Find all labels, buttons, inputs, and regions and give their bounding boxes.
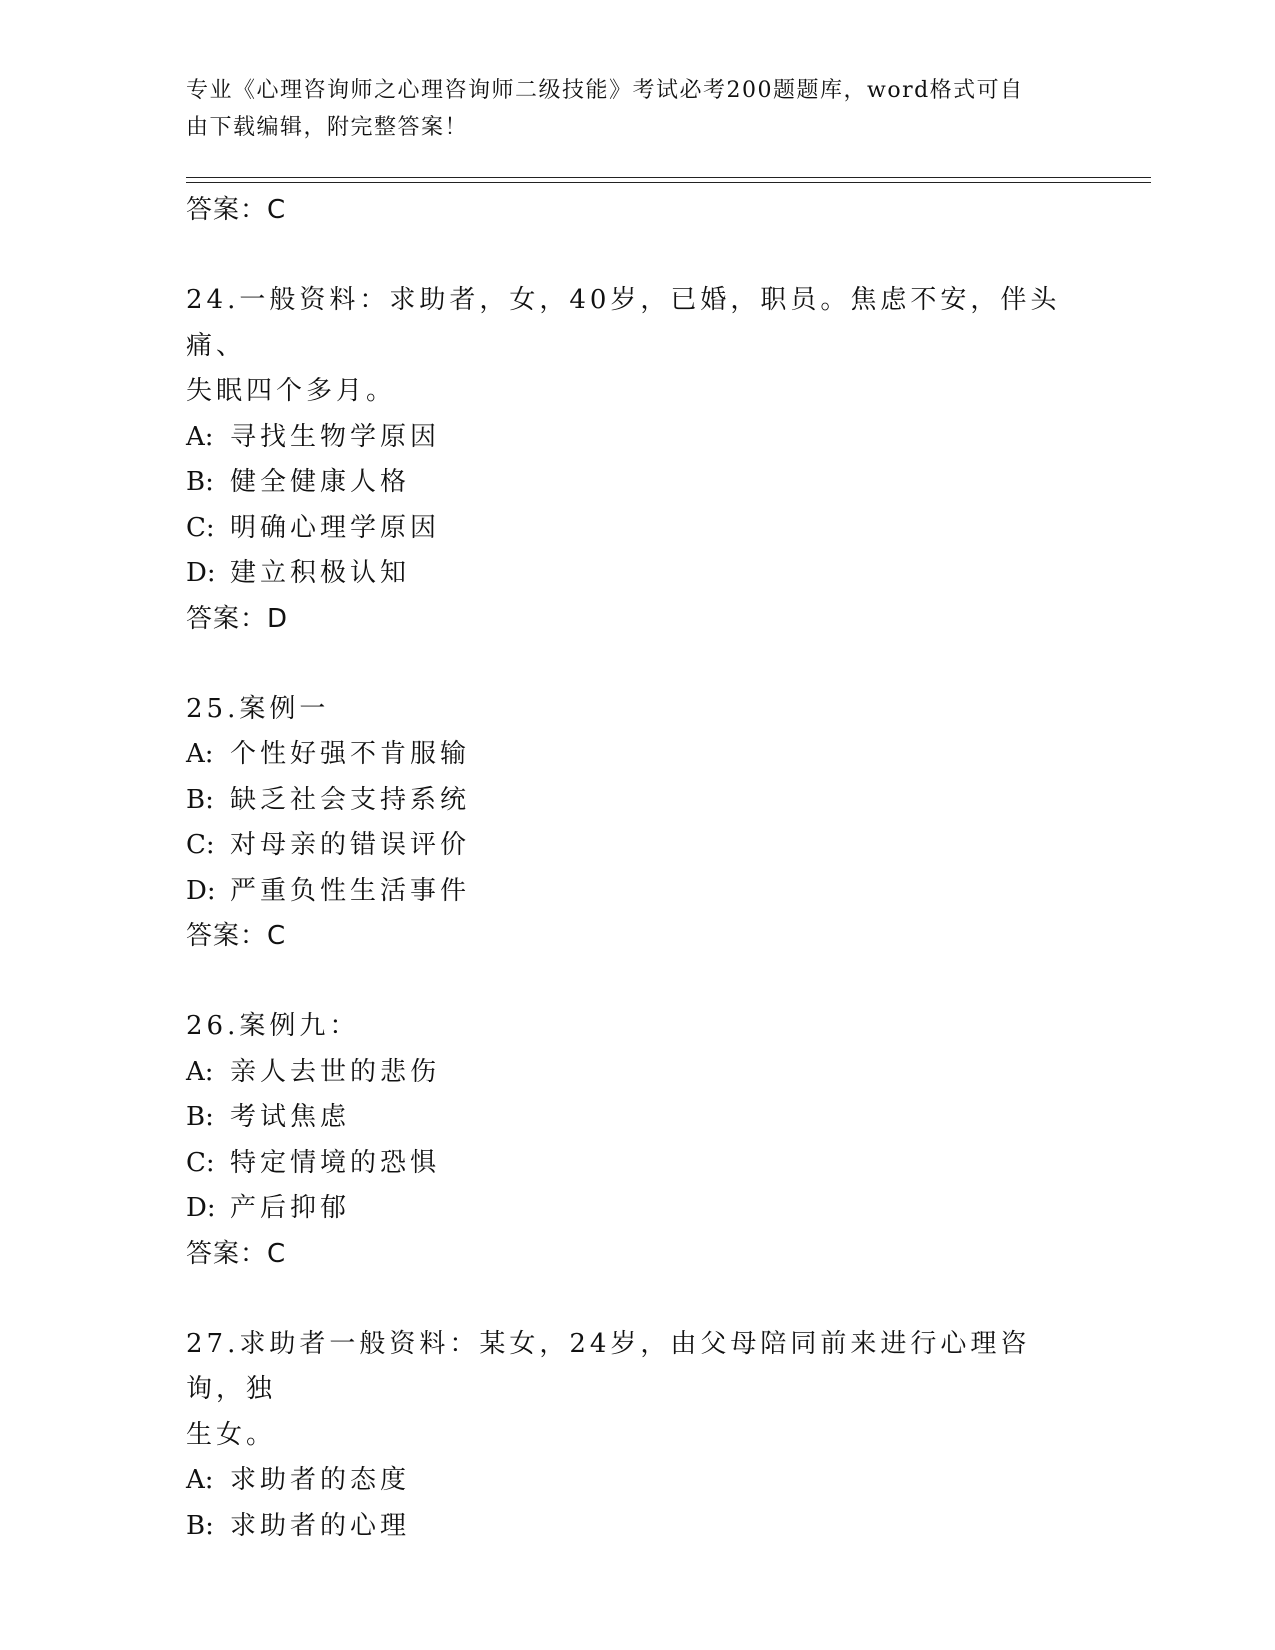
option-text: 明确心理学原因 (230, 512, 441, 543)
header-line-2: 由下载编辑，附完整答案！ (186, 115, 469, 140)
option-letter: C: (186, 512, 215, 543)
question-26 (186, 1004, 1106, 1277)
option-letter: A: (186, 739, 214, 769)
option-c (186, 823, 1106, 869)
header-rule-top (186, 177, 1151, 178)
option-a (186, 415, 1106, 461)
question-text (186, 1004, 1086, 1050)
option-text: 个性好强不肯服输 (230, 739, 471, 769)
header-rule-bottom (186, 182, 1151, 183)
option-letter: A: (186, 1056, 214, 1087)
answer-line: 答案：D (186, 603, 289, 634)
answer-line: 答案：C (186, 1238, 287, 1269)
option-letter: B: (186, 784, 214, 815)
answer-line: 答案：C (186, 921, 287, 951)
question-text-line: 27.求助者一般资料：某女，24岁，由父母陪同前来进行心理咨询，独 (186, 1328, 1031, 1404)
option-c (186, 1141, 1106, 1187)
option-text: 严重负性生活事件 (230, 875, 471, 906)
option-b (186, 460, 1106, 506)
option-text: 亲人去世的悲伤 (230, 1056, 441, 1087)
question-text-line: 24.一般资料：求助者，女，40岁，已婚，职员。焦虑不安，伴头痛、 (186, 285, 1061, 361)
option-letter: C: (186, 1147, 215, 1178)
option-letter: A: (186, 421, 214, 452)
option-a (186, 1050, 1106, 1096)
option-d (186, 869, 1106, 915)
question-text (186, 278, 1086, 415)
question-25 (186, 687, 1106, 960)
question-text-line: 失眠四个多月。 (186, 376, 397, 406)
option-letter: B: (186, 1102, 214, 1132)
option-letter: B: (186, 467, 214, 497)
question-27 (186, 1322, 1106, 1550)
option-text: 考试焦虑 (230, 1102, 351, 1132)
option-b (186, 778, 1106, 824)
option-c (186, 506, 1106, 552)
option-letter: D: (186, 875, 216, 906)
question-text-line: 26.案例九： (186, 1011, 360, 1041)
option-a (186, 1458, 1106, 1504)
question-text-line: 生女。 (186, 1419, 277, 1450)
option-text: 求助者的心理 (230, 1510, 411, 1541)
question-text (186, 687, 1086, 733)
option-text: 健全健康人格 (230, 467, 411, 497)
option-letter: D: (186, 1193, 216, 1223)
header-line-1: 专业《心理咨询师之心理咨询师二级技能》考试必考200题题库，word格式可自 (186, 78, 1024, 103)
answer-line: 答案：C (186, 195, 287, 225)
option-d (186, 551, 1106, 597)
document-header (186, 72, 1066, 146)
option-text: 缺乏社会支持系统 (230, 784, 471, 815)
option-letter: B: (186, 1510, 214, 1541)
option-text: 特定情境的恐惧 (230, 1147, 441, 1178)
question-24 (186, 278, 1106, 642)
option-a (186, 732, 1106, 778)
option-b (186, 1095, 1106, 1141)
option-text: 产后抑郁 (230, 1193, 351, 1223)
question-text (186, 1322, 1086, 1459)
option-b (186, 1504, 1106, 1550)
option-letter: A: (186, 1465, 214, 1495)
option-letter: C: (186, 830, 215, 860)
document-body (186, 188, 1106, 1549)
option-text: 求助者的态度 (230, 1465, 411, 1495)
option-text: 建立积极认知 (230, 558, 411, 588)
option-text: 寻找生物学原因 (230, 421, 441, 452)
question-text-line: 25.案例一 (186, 693, 330, 724)
option-d (186, 1186, 1106, 1232)
option-text: 对母亲的错误评价 (230, 830, 471, 860)
option-letter: D: (186, 558, 216, 588)
